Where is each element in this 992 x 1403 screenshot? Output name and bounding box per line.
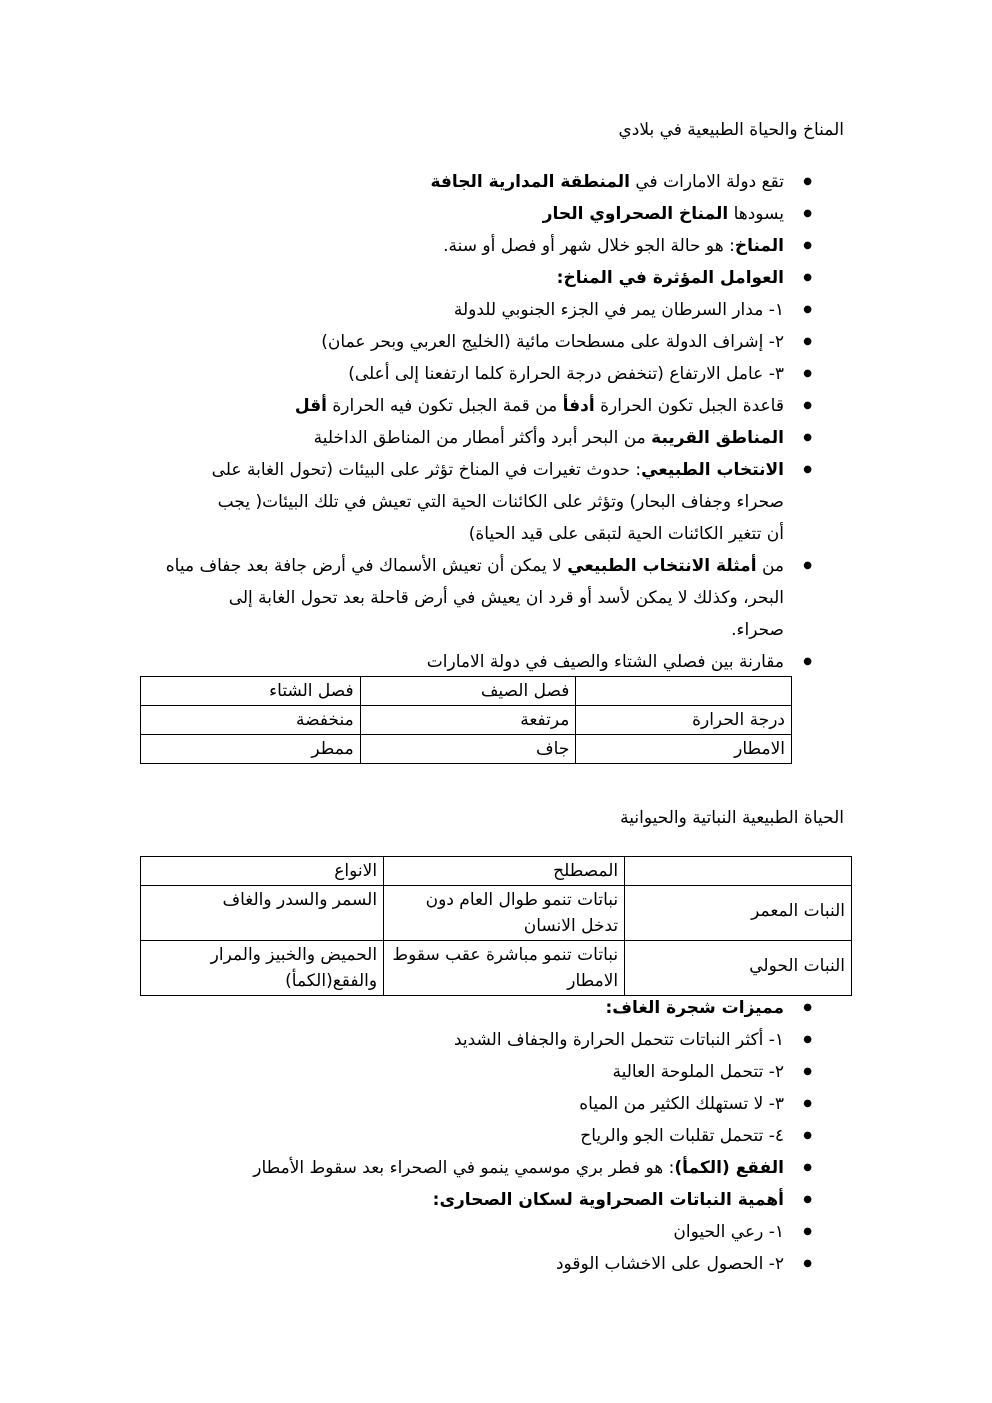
- table-cell: الانواع: [141, 857, 384, 886]
- importance-list: [253, 1216, 784, 1280]
- table-cell: المصطلح: [384, 857, 625, 886]
- plants-bullets: [253, 992, 784, 1280]
- ghaf-list: [253, 1024, 784, 1152]
- ghaf-item: ● ٤- تتحمل تقلبات الجو والرياح: [253, 1120, 784, 1152]
- plants-table: [140, 856, 852, 996]
- section-heading-climate: المناخ والحياة الطبيعية في بلادي: [618, 120, 844, 140]
- table-cell: [576, 677, 792, 706]
- bullet-mountain: ● قاعدة الجبل تكون الحرارة أدفأ من قمة الجبل تكون فيه الحرارة أقل: [166, 390, 784, 422]
- table-cell: فصل الشتاء: [141, 677, 361, 706]
- table-cell: الامطار: [576, 735, 792, 764]
- table-cell: مرتفعة: [360, 706, 576, 735]
- table-row: [141, 677, 792, 706]
- table-cell: النبات الحولي: [625, 941, 852, 996]
- bullet-comparison: ● مقارنة بين فصلي الشتاء والصيف في دولة الامارات: [166, 646, 784, 678]
- bullet-climate-type: ● يسودها المناخ الصحراوي الحار: [166, 198, 784, 230]
- table-cell: منخفضة: [141, 706, 361, 735]
- seasons-table: [140, 676, 792, 764]
- table-cell: ممطر: [141, 735, 361, 764]
- table-cell: السمر والسدر والغاف: [141, 886, 384, 941]
- climate-bullets: [166, 166, 784, 678]
- table-cell: [625, 857, 852, 886]
- factor-item: ● ١- مدار السرطان يمر في الجزء الجنوبي للدولة: [166, 294, 784, 326]
- table-cell: نباتات تنمو طوال العام دون تدخل الانسان: [384, 886, 625, 941]
- importance-item: ● ١- رعي الحيوان: [253, 1216, 784, 1248]
- importance-item: ● ٢- الحصول على الاخشاب الوقود: [253, 1248, 784, 1280]
- table-cell: جاف: [360, 735, 576, 764]
- table-row: [141, 857, 852, 886]
- bullet-climate-definition: ● المناخ: هو حالة الجو خلال شهر أو فصل أو سنة.: [166, 230, 784, 262]
- factors-list: [166, 294, 784, 390]
- bullet-importance: ● أهمية النباتات الصحراوية لسكان الصحارى: ● ١- رعي الحيوان ● ٢- الحصول على الاخشاب الوقود: [253, 1184, 784, 1280]
- bullet-truffle: ● الفقع (الكمأ): هو فطر بري موسمي ينمو في الصحراء بعد سقوط الأمطار: [253, 1152, 784, 1184]
- bullet-near-sea: ● المناطق القريبة من البحر أبرد وأكثر أمطار من المناطق الداخلية: [166, 422, 784, 454]
- ghaf-item: ● ١- أكثر النباتات تتحمل الحرارة والجفاف الشديد: [253, 1024, 784, 1056]
- bullet-location: ● تقع دولة الامارات في المنطقة المدارية الجافة: [166, 166, 784, 198]
- ghaf-item: ● ٣- لا تستهلك الكثير من المياه: [253, 1088, 784, 1120]
- bullet-climate-factors: ● العوامل المؤثرة في المناخ: ● ١- مدار السرطان يمر في الجزء الجنوبي للدولة ● ٢- إشراف الدولة على مسطحات مائية (الخليج العربي وبحر عمان) ● ٣- عامل الارتفاع (تنخفض درجة الحرارة كلما ارتفعنا إلى أعلى): [166, 262, 784, 390]
- table-row: [141, 886, 852, 941]
- table-cell: نباتات تنمو مباشرة عقب سقوط الامطار: [384, 941, 625, 996]
- bullet-natural-selection: ● الانتخاب الطبيعي: حدوث تغيرات في المناخ تؤثر على البيئات (تحول الغابة على صحراء وجفاف البحار) وتؤثر على الكائنات الحية التي تعيش في تلك البيئات( يجب أن تتغير الكائنات الحية لتبقى على قيد الحياة): [166, 454, 784, 550]
- factor-item: ● ٢- إشراف الدولة على مسطحات مائية (الخليج العربي وبحر عمان): [166, 326, 784, 358]
- bullet-selection-examples: ● من أمثلة الانتخاب الطبيعي لا يمكن أن تعيش الأسماك في أرض جافة بعد جفاف مياه البحر، وكذلك لا يمكن لأسد أو قرد ان يعيش في أرض قاحلة بعد تحول الغابة إلى صحراء.: [166, 550, 784, 646]
- ghaf-item: ● ٢- تتحمل الملوحة العالية: [253, 1056, 784, 1088]
- table-cell: الحميض والخبيز والمرار والفقع(الكمأ): [141, 941, 384, 996]
- table-cell: فصل الصيف: [360, 677, 576, 706]
- bullet-ghaf: ● مميزات شجرة الغاف: ● ١- أكثر النباتات تتحمل الحرارة والجفاف الشديد ● ٢- تتحمل الملوحة العالية ● ٣- لا تستهلك الكثير من المياه ● ٤- تتحمل تقلبات الجو والرياح: [253, 992, 784, 1152]
- factor-item: ● ٣- عامل الارتفاع (تنخفض درجة الحرارة كلما ارتفعنا إلى أعلى): [166, 358, 784, 390]
- table-row: [141, 941, 852, 996]
- table-row: [141, 706, 792, 735]
- table-row: [141, 735, 792, 764]
- table-cell: درجة الحرارة: [576, 706, 792, 735]
- section-heading-life: الحياة الطبيعية النباتية والحيوانية: [620, 808, 844, 828]
- table-cell: النبات المعمر: [625, 886, 852, 941]
